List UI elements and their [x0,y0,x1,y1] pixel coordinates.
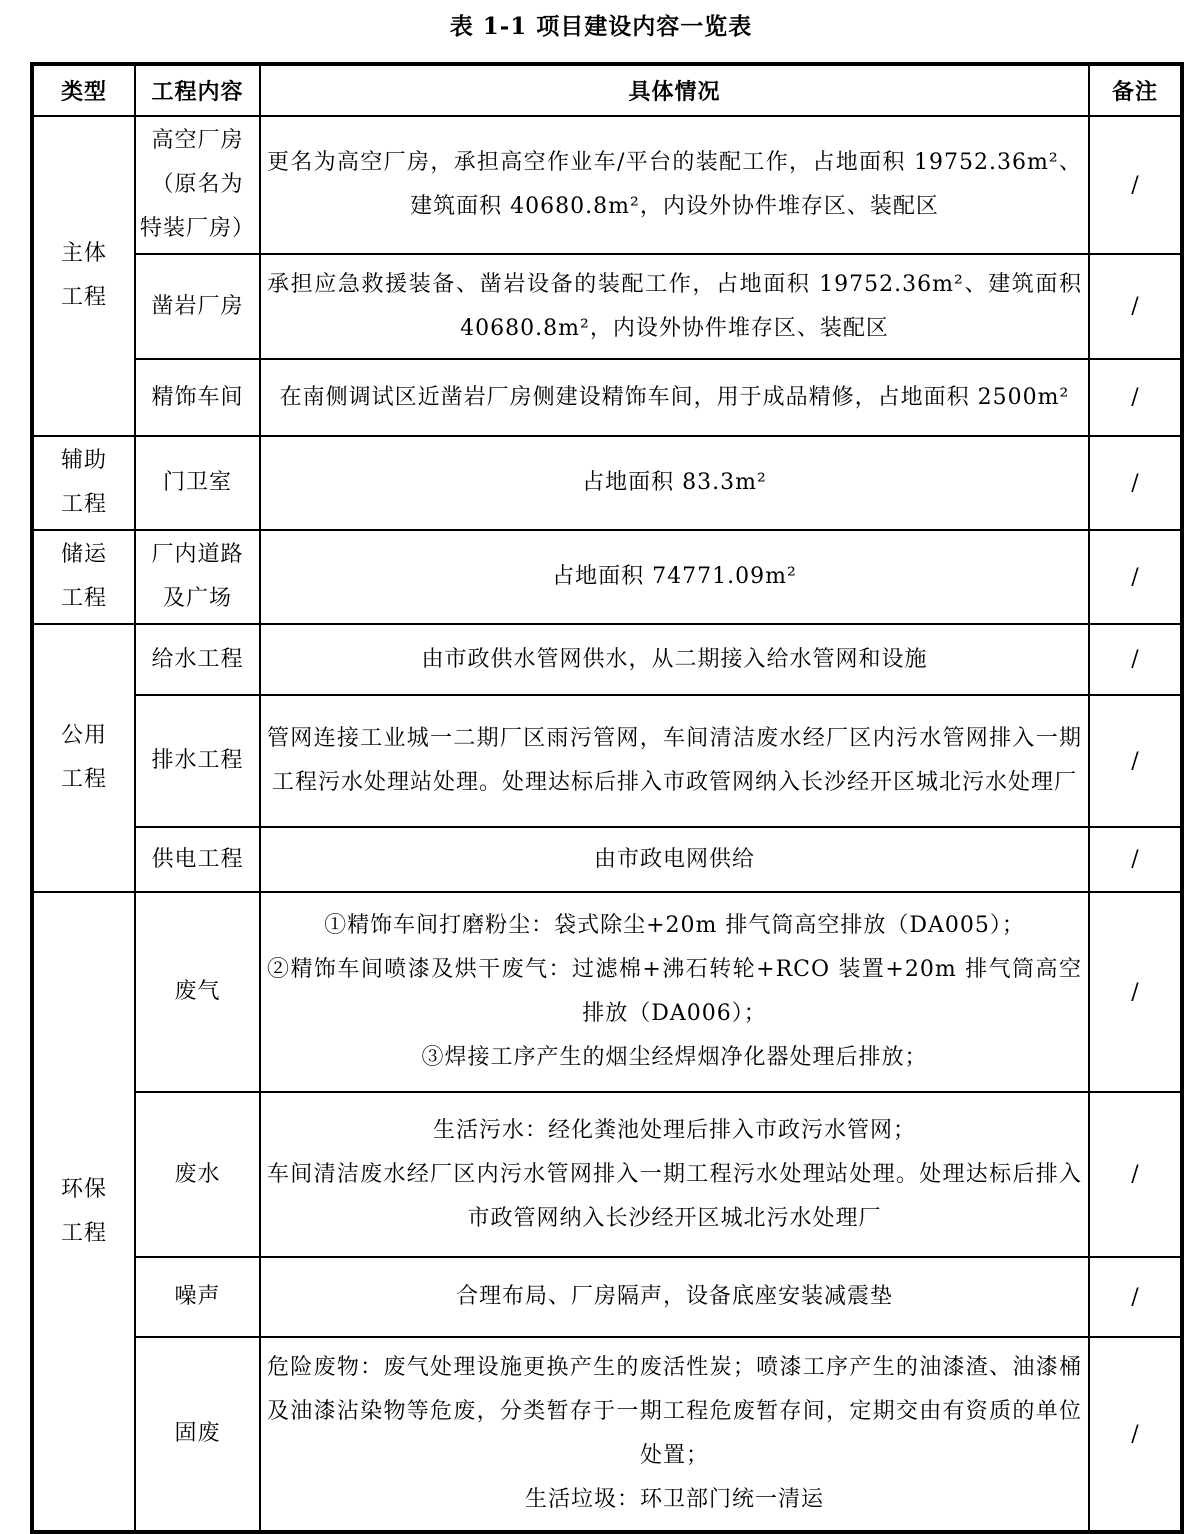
details-paragraph: ②精饰车间喷漆及烘干废气：过滤棉+沸石转轮+RCO 装置+20m 排气筒高空排放（DA006）； [267,957,1082,1026]
table-row [32,827,1182,892]
group-cell-public-works: 公用 工程 [32,624,135,892]
page-title: 表 1-1 项目建设内容一览表 [449,13,753,40]
details-cell [260,116,1089,254]
details-cell [260,530,1089,624]
details-cell [260,695,1089,827]
details-paragraph: 由市政供水管网供水，从二期接入给水管网和设施 [421,646,928,672]
project-name-cell: 排水工程 [135,695,260,827]
project-name-cell: 凿岩厂房 [135,254,260,359]
table-row [32,624,1182,695]
details-paragraph: 在南侧调试区近凿岩厂房侧建设精饰车间，用于成品精修，占地面积 2500m² [279,384,1070,410]
construction-content-table [30,62,1184,1534]
project-name-cell: 厂内道路 及广场 [135,530,260,624]
details-cell [260,624,1089,695]
project-name-cell: 固废 [135,1337,260,1532]
group-cell-main-works: 主体 工程 [32,116,135,436]
table-row [32,254,1182,359]
details-cell [260,827,1089,892]
remark-cell: / [1089,624,1182,695]
project-name-cell: 废水 [135,1092,260,1257]
remark-cell: / [1089,892,1182,1092]
table-row [32,892,1182,1092]
details-cell [260,359,1089,436]
group-cell-environmental-works: 环保 工程 [32,892,135,1532]
project-name-cell: 废气 [135,892,260,1092]
project-name-cell: 高空厂房 （原名为 特装厂房） [135,116,260,254]
table-row [32,695,1182,827]
details-cell [260,1092,1089,1257]
remark-cell: / [1089,436,1182,530]
table-row [32,1337,1182,1532]
details-paragraph: 危险废物：废气处理设施更换产生的废活性炭；喷漆工序产生的油漆渣、油漆桶及油漆沾染物等危废，分类暂存于一期工程危废暂存间，定期交由有资质的单位处置； [267,1355,1082,1468]
details-paragraph: ①精饰车间打磨粉尘：袋式除尘+20m 排气筒高空排放（DA005）； [324,913,1025,938]
table-row [32,359,1182,436]
details-paragraph: 由市政电网供给 [593,846,755,872]
table-row [32,436,1182,530]
remark-cell: / [1089,530,1182,624]
details-paragraph: 更名为高空厂房，承担高空作业车/平台的装配工作，占地面积 19752.36m²、建筑面积 40680.8m²，内设外协件堆存区、装配区 [267,150,1082,219]
project-name-cell: 门卫室 [135,436,260,530]
details-paragraph: 承担应急救援装备、凿岩设备的装配工作，占地面积 19752.36m²、建筑面积 40680.8m²，内设外协件堆存区、装配区 [267,271,1082,341]
table-row [32,116,1182,254]
details-cell [260,436,1089,530]
column-header-details: 具体情况 [260,64,1089,116]
details-cell [260,254,1089,359]
details-paragraph: 车间清洁废水经厂区内污水管网排入一期工程污水处理站处理。处理达标后排入市政管网纳入长沙经开区城北污水处理厂 [267,1161,1082,1231]
remark-cell: / [1089,1337,1182,1532]
project-name-cell: 精饰车间 [135,359,260,436]
table-row [32,1257,1182,1337]
details-paragraph: 管网连接工业城一二期厂区雨污管网，车间清洁废水经厂区内污水管网排入一期工程污水处理站处理。处理达标后排入市政管网纳入长沙经开区城北污水处理厂 [267,726,1082,795]
remark-cell: / [1089,359,1182,436]
details-paragraph: 占地面积 83.3m² [582,470,767,495]
remark-cell: / [1089,116,1182,254]
details-cell [260,1337,1089,1532]
details-cell [260,892,1089,1092]
remark-cell: / [1089,695,1182,827]
group-cell-storage-transport-works: 储运 工程 [32,530,135,624]
project-name-cell: 供电工程 [135,827,260,892]
remark-cell: / [1089,1257,1182,1337]
header-row [32,64,1182,116]
details-paragraph: 占地面积 74771.09m² [552,564,797,589]
details-paragraph: 生活污水：经化粪池处理后排入市政污水管网； [432,1117,916,1143]
column-header-content: 工程内容 [135,64,260,116]
column-header-remark: 备注 [1089,64,1182,116]
details-paragraph: ③焊接工序产生的烟尘经焊烟净化器处理后排放； [421,1045,928,1070]
project-name-cell: 噪声 [135,1257,260,1337]
details-paragraph: 合理布局、厂房隔声，设备底座安装减震垫 [455,1284,893,1309]
column-header-type: 类型 [32,64,135,116]
remark-cell: / [1089,1092,1182,1257]
project-name-cell: 给水工程 [135,624,260,695]
table-row [32,530,1182,624]
table-row [32,1092,1182,1257]
remark-cell: / [1089,827,1182,892]
details-cell [260,1257,1089,1337]
details-paragraph: 生活垃圾：环卫部门统一清运 [524,1487,824,1512]
remark-cell: / [1089,254,1182,359]
group-cell-auxiliary-works: 辅助 工程 [32,436,135,530]
